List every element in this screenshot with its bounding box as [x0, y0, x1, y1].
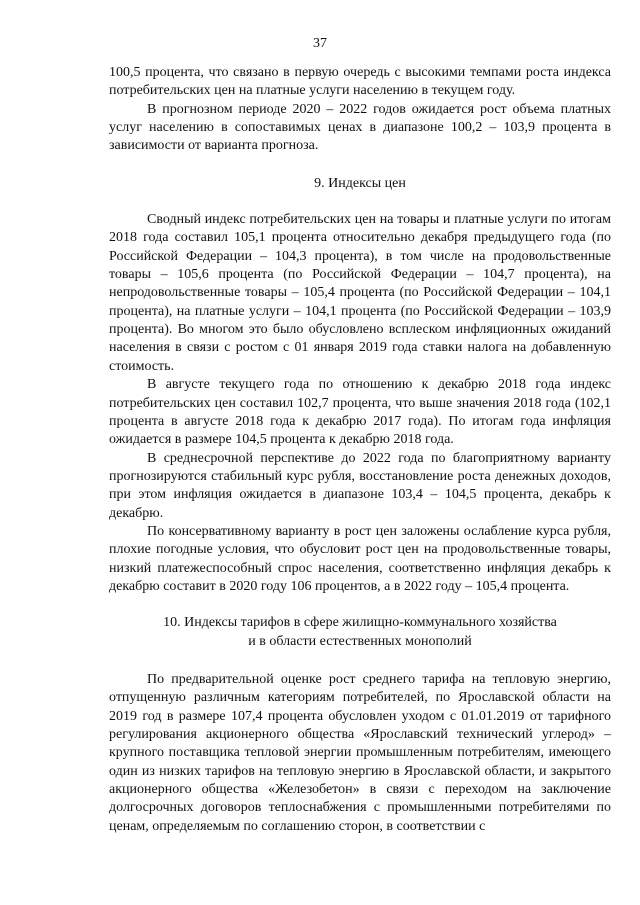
spacer [109, 651, 611, 671]
paragraph-cpi-august: В августе текущего года по отношению к декабрю 2018 года индекс потребительских цен составил 102,7 процента, что выше значения 2018 года (102,1 процента в августе 2018 года к декабрю 2017 года). По итогам года инфляция ожидается в размере 104,5 процента к декабрю 2018 года. [109, 377, 611, 448]
paragraph-continuation: 100,5 процента, что связано в первую очередь с высокими темпами роста индекса потребительских цен на платные услуги населению в текущем году. [109, 65, 611, 99]
section-heading-line-2: и в области естественных монополий [248, 633, 472, 649]
page-number: 37 [313, 36, 327, 51]
section-heading-tariff-indices [109, 614, 611, 651]
paragraph-conservative-scenario: По консервативному варианту в рост цен заложены ослабление курса рубля, плохие погодные условия, что обусловит рост цен на продовольственные товары, низкий платежеспособный спрос населения, соответственно инфляция декабрь к декабрю составит в 2020 году 106 процентов, а в 2022 году – 105,4 процента. [109, 523, 611, 594]
page-content [109, 64, 611, 836]
paragraph-heat-tariff: По предварительной оценке рост среднего тарифа на тепловую энергию, отпущенную различным категориям потребителей, по Ярославской области на 2019 год в размере 107,4 процента обусловлен уходом с 01.01.2019 от тарифного регулирования акционерного общества «Ярославский технический углерод» – крупного поставщика тепловой энергии промышленным потребителям, имеющего один из низких тарифов на тепловую энергию в Ярославской области, и закрытого акционерного общества «Железобетон» в связи с переходом на заключение долгосрочных договоров теплоснабжения с промышленными потребителями по ценам, определяемым по соглашению сторон, в соответствии с [109, 671, 611, 834]
section-heading-price-indices: 9. Индексы цен [314, 175, 406, 191]
paragraph-forecast-services: В прогнозном периоде 2020 – 2022 годов ожидается рост объема платных услуг населению в сопоставимых ценах в диапазоне 100,2 – 103,9 процента в зависимости от варианта прогноза. [109, 101, 611, 154]
spacer [109, 156, 611, 175]
paragraph-cpi-2018: Сводный индекс потребительских цен на товары и платные услуги по итогам 2018 года составил 105,1 процента относительно декабря предыдущего года (по Российской Федерации – 104,3 процента), в том числе на продовольственные товары – 105,6 процента (по Российской Федерации – 104,7 процента), на непродовольственные товары – 105,4 процента (по Российской Федерации – 104,1 процента), на платные услуги – 104,1 процента (по Российской Федерации – 103,9 процента). Во многом это было обусловлено всплеском инфляционных ожиданий населения в связи с ростом с 01 января 2019 года ставки налога на добавленную стоимость. [109, 212, 611, 374]
spacer [109, 596, 611, 614]
section-heading-line-1: 10. Индексы тарифов в сфере жилищно-коммунального хозяйства [163, 615, 557, 631]
paragraph-favorable-scenario: В среднесрочной перспективе до 2022 года по благоприятному варианту прогнозируются стабильный курс рубля, восстановление роста денежных доходов, при этом инфляция ожидается в диапазоне 103,4 – 104,5 процента, декабрь к декабрю. [109, 450, 611, 521]
spacer [109, 193, 611, 211]
